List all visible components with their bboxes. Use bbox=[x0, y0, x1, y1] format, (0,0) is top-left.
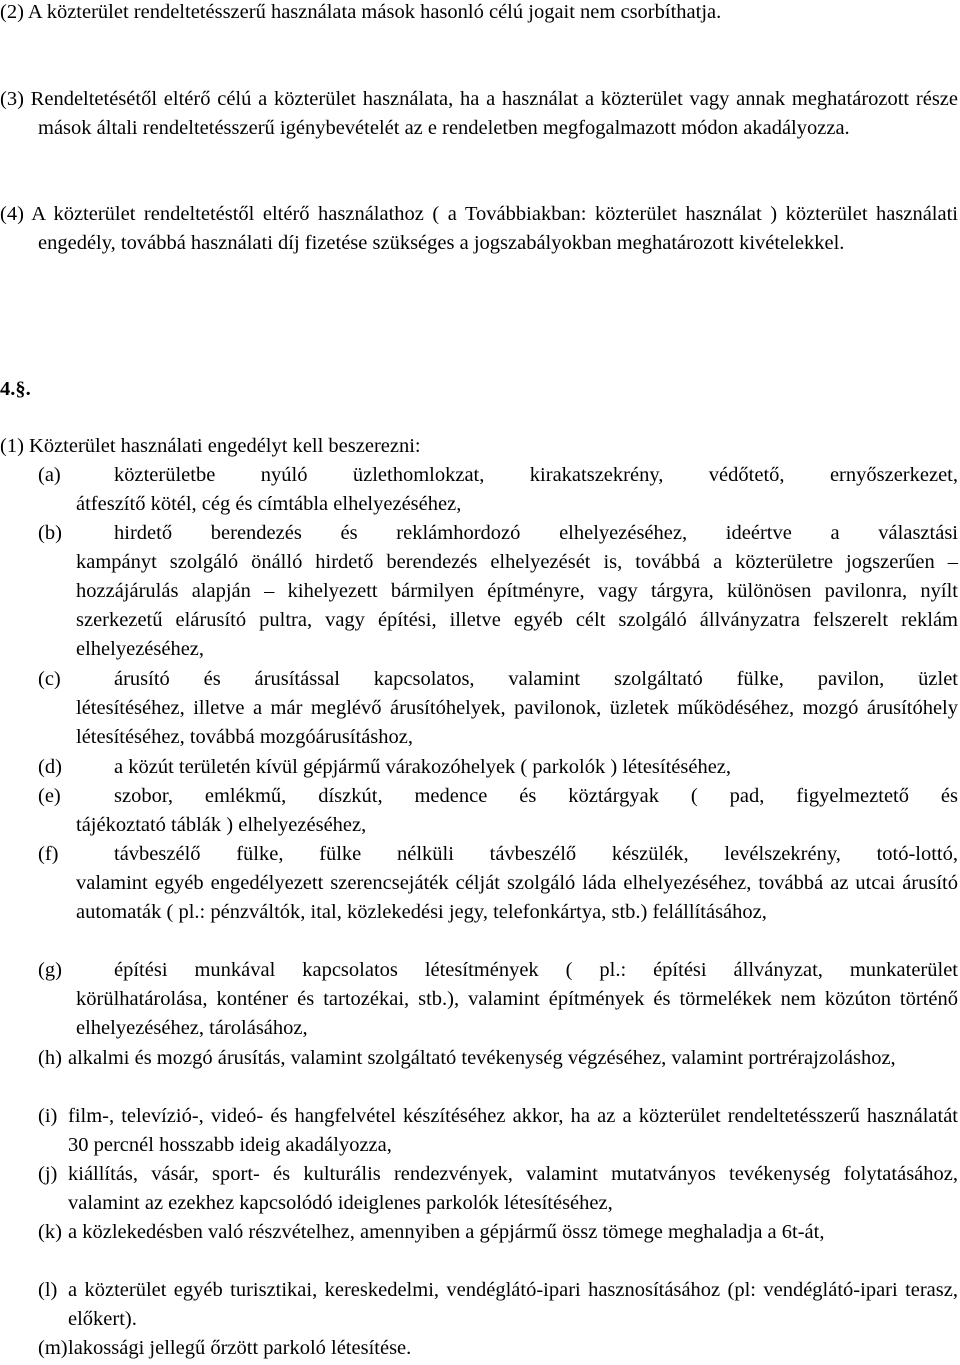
list-item-marker: (k) bbox=[38, 1221, 62, 1243]
list-item bbox=[0, 519, 958, 664]
list-item-text: kiállítás, vásár, sport- és kulturális rendezvények, valamint mutatványos tevékenység folytatásához, valamint az ezekhez kapcsolódó ideiglenes parkolók létesítéséhez, bbox=[68, 1163, 958, 1214]
paragraph-4-text: (4) A közterület rendeltetéstől eltérő használathoz ( a Továbbiakban: közterület használat ) közterület használati engedély, továbbá használati díj fizetése szükséges a jogszabályokban meghatározott kivételekkel. bbox=[0, 203, 958, 254]
list-item-continuation: kampányt szolgáló önálló hirdető berendezés elhelyezését is, továbbá a közterületre jogszerűen – hozzájárulás alapján – kihelyezett bármilyen építményre, vagy tárgyra, különösen pavilonra, nyílt szerkezetű elárusító pultra, vagy építési, illetve egyéb célt szolgáló állványzatra felszerelt reklám elhelyezéséhez, bbox=[76, 551, 958, 660]
list-item bbox=[0, 665, 958, 752]
section-heading-text: 4.§. bbox=[0, 378, 31, 400]
list-item-text bbox=[76, 665, 958, 752]
list-item-marker: (f) bbox=[38, 843, 59, 865]
list-item-first-line: távbeszélő fülke, fülke nélküli távbeszélő készülék, levélszekrény, totó-lottó, bbox=[114, 843, 958, 865]
list-item-continuation: valamint egyéb engedélyezett szerencsejáték célját szolgáló láda elhelyezéséhez, továbbá az utcai árusító automaták ( pl.: pénzváltók, ital, közlekedési jegy, telefonkártya, stb.) felállításához, bbox=[76, 872, 958, 923]
paragraph-3 bbox=[0, 85, 958, 143]
list-item-first-line: építési munkával kapcsolatos létesítmények ( pl.: építési állványzat, munkaterület bbox=[114, 959, 958, 981]
list-item-first-line: hirdető berendezés és reklámhordozó elhelyezéséhez, ideértve a választási bbox=[114, 522, 958, 544]
list-item-first-line: a közút területén kívül gépjármű várakozóhelyek ( parkolók ) létesítéséhez, bbox=[114, 756, 732, 778]
list-item-text bbox=[76, 782, 958, 840]
list-item-text bbox=[76, 519, 958, 664]
list-item bbox=[0, 461, 958, 519]
list-item-marker: (d) bbox=[38, 756, 62, 778]
list-item-first-line: közterületbe nyúló üzlethomlokzat, kirakatszekrény, védőtető, ernyőszerkezet, bbox=[114, 464, 958, 486]
list-item-text: film-, televízió-, videó- és hangfelvétel készítéséhez akkor, ha az a közterület rendeltetésszerű használatát 30 percnél hosszabb ideig akadályozza, bbox=[68, 1105, 958, 1156]
paragraph-3-text: (3) Rendeltetésétől eltérő célú a közterület használata, ha a használat a közterület vagy annak meghatározott része mások általi rendeltetésszerű igénybevételét az e rendeletben megfogalmazott módon akadályozza. bbox=[0, 88, 958, 139]
section-heading bbox=[0, 375, 958, 404]
list-item-continuation: átfeszítő kötél, cég és címtábla elhelyezéséhez, bbox=[76, 493, 462, 515]
list-item-marker: (j) bbox=[38, 1163, 58, 1185]
list-item-marker: (g) bbox=[38, 959, 62, 981]
list-item-text bbox=[76, 461, 958, 519]
list-item bbox=[0, 1276, 958, 1334]
paragraph-2 bbox=[0, 0, 958, 27]
list-item-marker: (h) bbox=[38, 1047, 62, 1069]
list-item-marker: (i) bbox=[38, 1105, 58, 1127]
list-item bbox=[0, 840, 958, 927]
list-item-text: alkalmi és mozgó árusítás, valamint szolgáltató tevékenység végzéséhez, valamint portrérajzoláshoz, bbox=[68, 1047, 896, 1069]
list-item-text: a közlekedésben való részvételhez, amennyiben a gépjármű össz tömege meghaladja a 6t-át, bbox=[68, 1221, 825, 1243]
list-item bbox=[0, 1102, 958, 1160]
list-item-first-line: szobor, emlékmű, díszkút, medence és köztárgyak ( pad, figyelmeztető és bbox=[114, 785, 958, 807]
subsection-1-intro bbox=[0, 432, 958, 461]
paragraph-4 bbox=[0, 200, 958, 258]
list-item bbox=[0, 956, 958, 1043]
list-item bbox=[0, 1218, 958, 1247]
paragraph-2-text: (2) A közterület rendeltetésszerű használata mások hasonló célú jogait nem csorbíthatja. bbox=[0, 1, 722, 23]
list-item bbox=[0, 1160, 958, 1218]
list-item-first-line: árusító és árusítással kapcsolatos, valamint szolgáltató fülke, pavilon, üzlet bbox=[114, 668, 958, 690]
list-item-marker: (l) bbox=[38, 1279, 58, 1301]
list-item-marker: (b) bbox=[38, 522, 62, 544]
list-item bbox=[0, 1044, 958, 1073]
list-item-marker: (e) bbox=[38, 785, 61, 807]
list-item-text bbox=[76, 840, 958, 927]
list-item-text: lakossági jellegű őrzött parkoló létesítése. bbox=[68, 1337, 412, 1359]
list-item bbox=[0, 782, 958, 840]
list-item bbox=[0, 753, 958, 782]
list-item bbox=[0, 1334, 958, 1363]
list-item-marker: (a) bbox=[38, 464, 61, 486]
list-item-marker: (m) bbox=[38, 1337, 68, 1359]
list-item-continuation: tájékoztató táblák ) elhelyezéséhez, bbox=[76, 814, 367, 836]
list-item-text bbox=[76, 956, 958, 1043]
list-item-marker: (c) bbox=[38, 668, 61, 690]
list-item-continuation: körülhatárolása, konténer és tartozékai, stb.), valamint építmények és törmelékek nem közúton történő elhelyezéséhez, tárolásához, bbox=[76, 988, 958, 1039]
list-item-text: a közterület egyéb turisztikai, kereskedelmi, vendéglátó-ipari hasznosításához (pl: vendéglátó-ipari terasz, előkert). bbox=[68, 1279, 958, 1330]
list-item-text bbox=[76, 753, 958, 782]
list-item-continuation: létesítéséhez, illetve a már meglévő árusítóhelyek, pavilonok, üzletek működéséhez, mozgó árusítóhely létesítéséhez, továbbá mozgóárusításhoz, bbox=[76, 697, 958, 748]
subsection-1-intro-text: (1) Közterület használati engedélyt kell beszerezni: bbox=[0, 435, 421, 457]
